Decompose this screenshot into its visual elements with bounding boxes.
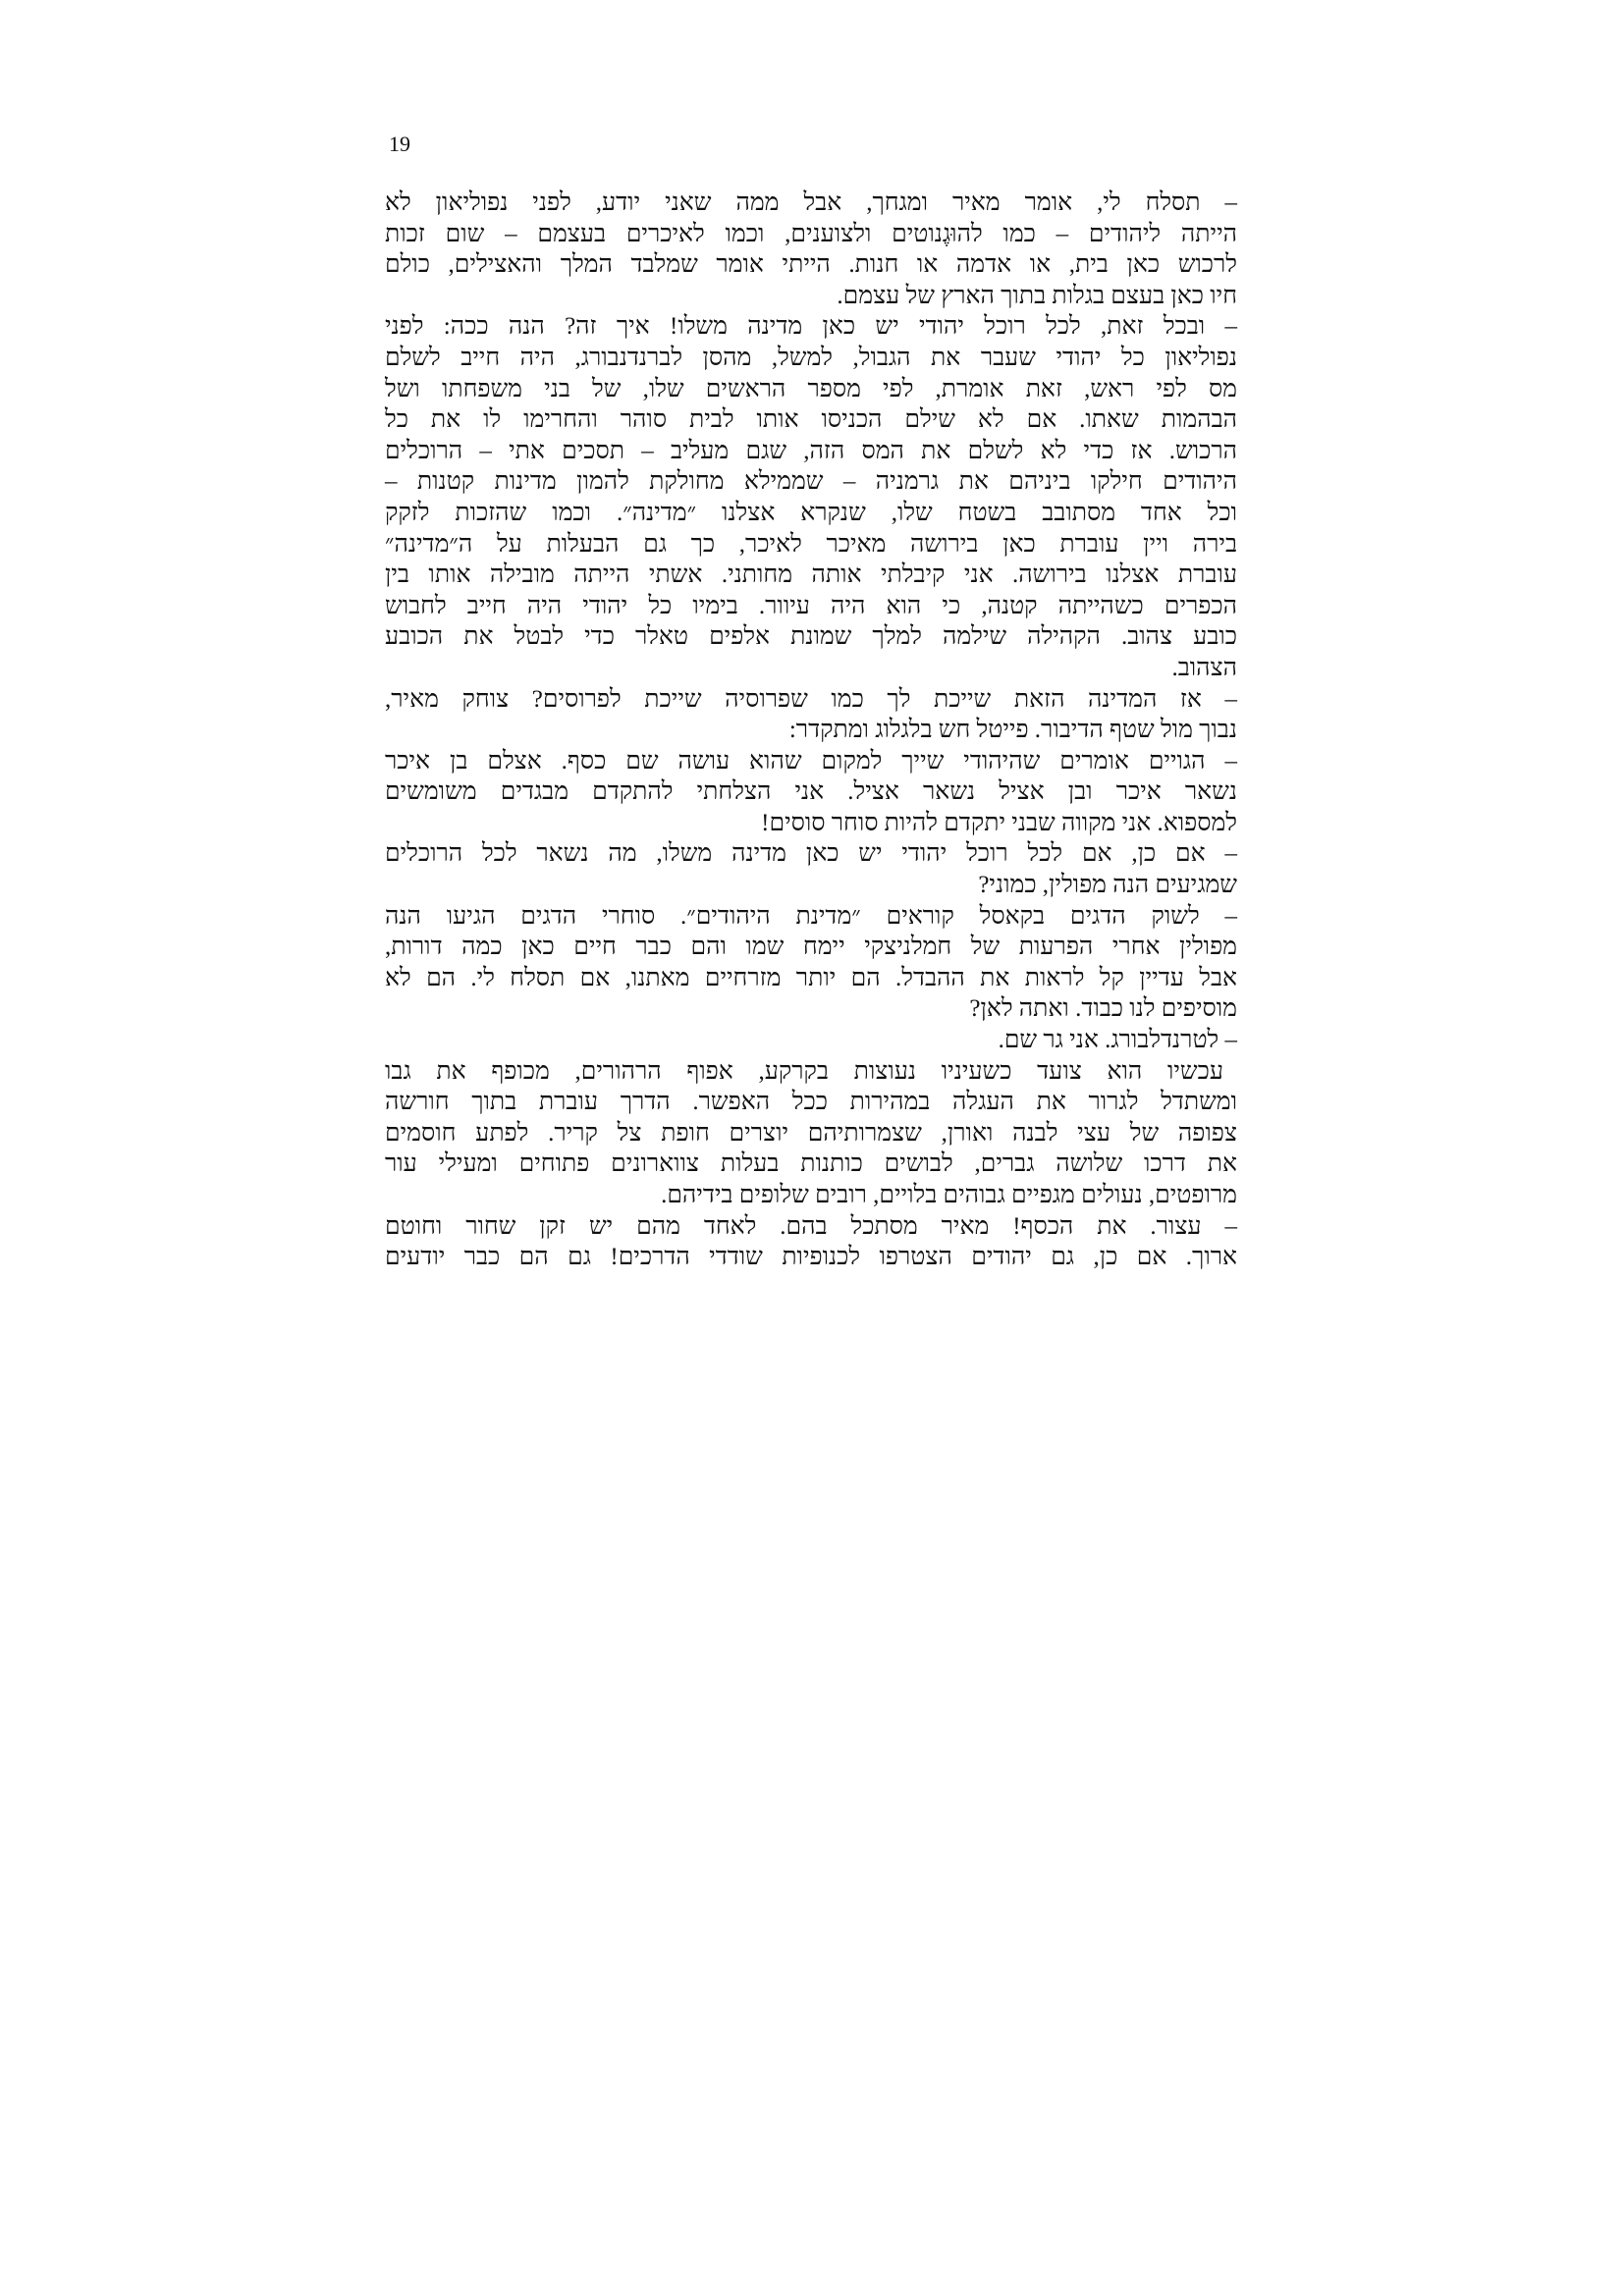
text-line: הבהמות שאתו. אם לא שילם הכניסו אותו לבית סוהר והחרימו לו את כל — [385, 406, 1237, 434]
text-line: – ובכל זאת, לכל רוכל יהודי יש כאן מדינה משלו! איך זה? הנה ככה: לפני — [385, 313, 1237, 341]
text-line: – לשוק הדגים בקאסל קוראים ״מדינת היהודים״. סוחרי הדגים הגיעו הנה — [385, 902, 1237, 930]
text-line: היהודים חילקו ביניהם את גרמניה – שממילא מחולקת להמון מדינות קטנות – — [385, 468, 1237, 496]
paragraph — [385, 311, 1237, 683]
text-line: – עצור. את הכסף! מאיר מסתכל בהם. לאחד מהם יש זקן שחור וחוטם — [385, 1212, 1237, 1240]
text-line: שמגיעים הנה מפולין, כמוני? — [978, 872, 1237, 899]
text-line: – הגויים אומרים שהיהודי שייך למקום שהוא עושה שם כסף. אצלם בן איכר — [385, 747, 1237, 774]
body-text — [385, 187, 1237, 1273]
text-line: את דרכו שלושה גברים, לבושים כותנות בעלות צווארונים פתוחים ומעילי עור — [385, 1150, 1237, 1178]
text-line: כובע צהוב. הקהילה שילמה למלך שמונת אלפים טאלר כדי לבטל את הכובע — [385, 623, 1237, 651]
text-line: הרכוש. אז כדי לא לשלם את המס הזה, שגם מעליב – תסכים אתי – הרוכלים — [385, 437, 1237, 464]
text-line: בירה ויין עוברת כאן בירושה מאיכר לאיכר, כך גם הבעלות על ה״מדינה״ — [385, 530, 1237, 558]
text-line: עכשיו הוא צועד כשעיניו נעוצות בקרקע, אפוף הרהורים, מכופף את גבו — [385, 1057, 1223, 1085]
paragraph — [385, 187, 1237, 311]
text-line: הכפרים כשהייתה קטנה, כי הוא היה עיוור. בימיו כל יהודי היה חייב לחבוש — [385, 592, 1237, 619]
text-line: – תסלח לי, אומר מאיר ומגחך, אבל ממה שאני יודע, לפני נפוליאון לא — [385, 189, 1237, 216]
text-line: מפולין אחרי הפרעות של חמלניצקי יימח שמו והם כבר חיים כאן כמה דורות, — [385, 934, 1237, 961]
text-line: – לטרנדלבורג. אני גר שם. — [998, 1027, 1237, 1054]
text-line: – אם כן, אם לכל רוכל יהודי יש כאן מדינה משלו, מה נשאר לכל הרוכלים — [385, 840, 1237, 868]
paragraph — [385, 1211, 1237, 1273]
text-line: למספוא. אני מקווה שבני יתקדם להיות סוחר סוסים! — [761, 809, 1237, 836]
paragraph — [385, 1025, 1237, 1056]
paragraph — [385, 1056, 1237, 1211]
page-number: 19 — [389, 132, 410, 156]
text-line: הייתה ליהודים – כמו להוּגֶנוטים ולצוענים, וכמו לאיכרים בעצמם – שום זכות — [385, 220, 1237, 247]
text-line: ומשתדל לגרור את העגלה במהירות ככל האפשר. הדרך עוברת בתוך חורשה — [385, 1089, 1237, 1116]
text-line: נבוך מול שטף הדיבור. פייטל חש בלגלוג ומתקדר: — [788, 717, 1237, 744]
text-line: הצהוב. — [1171, 654, 1237, 681]
text-line: מוסיפים לנו כבוד. ואתה לאן? — [969, 995, 1237, 1023]
paragraph — [385, 838, 1237, 900]
text-line: – אז המדינה הזאת שייכת לך כמו שפרוסיה שייכת לפרוסים? צוחק מאיר, — [385, 685, 1237, 713]
text-line: מרופטים, נעולים מגפיים גבוהים בלויים, רובים שלופים בידיהם. — [661, 1182, 1237, 1208]
text-line: וכל אחד מסתובב בשטח שלו, שנקרא אצלנו ״מדינה״. וכמו שהזכות לזקק — [385, 499, 1237, 526]
text-line: עוברת אצלנו בירושה. אני קיבלתי אותה מחותני. אשתי הייתה מובילה אותו בין — [385, 561, 1237, 589]
text-line: חיו כאן בעצם בגלות בתוך הארץ של עצמם. — [837, 282, 1237, 309]
paragraph — [385, 901, 1237, 1025]
text-line: צפופה של עצי לבנה ואורן, שצמרותיהם יוצרים חופת צל קריר. לפתע חוסמים — [385, 1119, 1237, 1147]
paragraph — [385, 746, 1237, 839]
text-line: נשאר איכר ובן אציל נשאר אציל. אני הצלחתי להתקדם מבגדים משומשים — [385, 778, 1237, 806]
text-line: נפוליאון כל יהודי שעבר את הגבול, למשל, מהסן לברנדנבורג, היה חייב לשלם — [385, 344, 1237, 371]
text-line: לרכוש כאן בית, או אדמה או חנות. הייתי אומר שמלבד המלך והאצילים, כולם — [385, 251, 1237, 279]
text-line: מס לפי ראש, זאת אומרת, לפי מספר הראשים שלו, של בני משפחתו ושל — [385, 375, 1237, 402]
text-line: ארוך. אם כן, גם יהודים הצטרפו לכנופיות שודדי הדרכים! גם הם כבר יודעים — [385, 1244, 1237, 1271]
text-line: אבל עדיין קל לראות את ההבדל. הם יותר מזרחיים מאתנו, אם תסלח לי. הם לא — [385, 964, 1237, 991]
paragraph — [385, 684, 1237, 746]
